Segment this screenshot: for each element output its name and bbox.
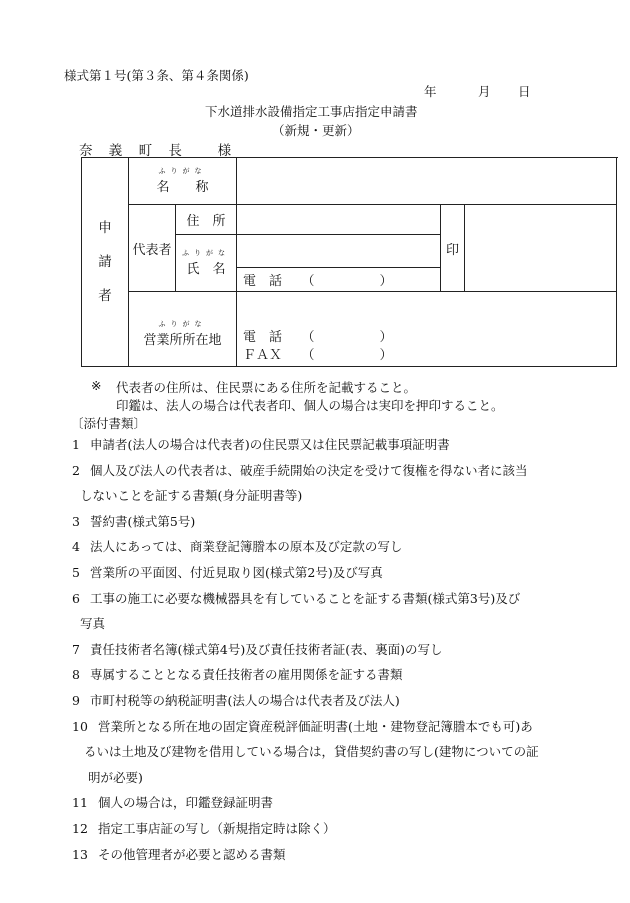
item-number: 12 <box>72 820 88 836</box>
seal-cell <box>441 205 465 292</box>
item-text: 工事の施工に必要な機械器具を有していることを証する書類(様式第3号)及び <box>90 590 521 606</box>
company-name-furigana: ふりがな <box>158 167 207 175</box>
attachments-heading: 〔添付書類〕 <box>71 416 147 431</box>
list-item <box>72 586 617 637</box>
item-text: その他管理者が必要と認める書類 <box>98 846 286 862</box>
item-number: 10 <box>72 718 88 734</box>
list-item <box>72 560 617 586</box>
address-label-cell <box>176 205 237 235</box>
list-item <box>72 714 617 791</box>
date-year-label: 年 <box>424 84 437 99</box>
rep-name-field[interactable] <box>237 235 441 268</box>
document-title: 下水道排水設備指定工事店指定申請書 <box>205 104 418 119</box>
list-item <box>72 534 617 560</box>
list-item <box>72 662 617 688</box>
office-contact-cell[interactable] <box>237 292 617 367</box>
item-number: 6 <box>72 590 80 606</box>
applicant-char-3: 者 <box>98 288 112 304</box>
item-text: 個人の場合は，印鑑登録証明書 <box>98 795 274 811</box>
item-text-continued: 写真 <box>80 616 106 632</box>
date-month-label: 月 <box>478 84 491 99</box>
item-text: 申請者(法人の場合は代表者)の住民票又は住民票記載事項証明書 <box>90 437 450 452</box>
item-number: 2 <box>72 462 80 478</box>
office-fax-label: ＦＡＸ （ ） <box>243 348 393 363</box>
item-number: 7 <box>72 641 80 657</box>
item-number: 13 <box>72 846 88 862</box>
application-table <box>81 157 617 367</box>
list-item <box>72 790 617 816</box>
item-text: 責任技術者名簿(様式第4号)及び責任技術者証(表、裏面)の写し <box>90 641 443 657</box>
addressee: 奈 義 町 長 様 <box>79 143 238 159</box>
representative-label-cell <box>129 205 176 292</box>
list-item <box>72 842 617 868</box>
representative-label: 代表者 <box>132 242 172 258</box>
note-mark: ※ <box>91 378 102 393</box>
list-item <box>72 688 617 714</box>
item-number: 3 <box>72 513 80 529</box>
company-name-label-cell <box>129 158 237 205</box>
item-text: 指定工事店証の写し（新規指定時は除く） <box>98 820 336 836</box>
document-subtitle: （新規・更新） <box>272 123 360 138</box>
address-field[interactable] <box>237 205 441 235</box>
applicant-char-1: 申 <box>98 220 112 236</box>
list-item <box>72 432 617 458</box>
list-item <box>72 509 617 535</box>
item-text-continued: るいは土地及び建物を借用している場合は，貸借契約書の写し(建物についての証 <box>84 744 539 760</box>
item-number: 5 <box>72 564 80 580</box>
item-text-continued: 明が必要) <box>88 769 143 785</box>
list-item <box>72 458 617 509</box>
applicant-char-2: 請 <box>98 254 112 270</box>
company-name-label: 名 称 <box>156 180 209 195</box>
item-text: 専属することとなる責任技術者の雇用関係を証する書類 <box>90 667 403 683</box>
attachments-list <box>72 432 617 867</box>
list-item <box>72 816 617 842</box>
item-number: 1 <box>72 437 80 452</box>
rep-name-furigana: ふりがな <box>182 249 230 257</box>
item-text: 営業所となる所在地の固定資産税評価証明書(土地・建物登記簿謄本でも可)あ <box>98 718 533 734</box>
item-text: 営業所の平面図、付近見取り図(様式第2号)及び写真 <box>90 564 383 580</box>
address-label: 住 所 <box>186 214 226 229</box>
office-phone-label: 電 話 （ ） <box>243 330 393 345</box>
rep-phone-label: 電 話 （ ） <box>243 274 393 289</box>
item-text: 市町村税等の納税証明書(法人の場合は代表者及び法人) <box>90 692 400 708</box>
rep-name-label-cell <box>176 235 237 292</box>
office-furigana: ふりがな <box>158 320 207 328</box>
company-name-field[interactable] <box>237 158 617 205</box>
item-text: 誓約書(様式第5号) <box>90 513 196 529</box>
office-label-cell <box>129 292 237 367</box>
item-text: 法人にあっては、商業登記簿謄本の原本及び定款の写し <box>90 539 403 555</box>
office-label: 営業所所在地 <box>143 333 222 348</box>
note-seal: 印鑑は、法人の場合は代表者印、個人の場合は実印を押印すること。 <box>116 398 504 413</box>
item-number: 8 <box>72 667 80 683</box>
rep-phone-cell[interactable] <box>237 268 441 292</box>
rep-name-label: 氏 名 <box>186 262 226 277</box>
item-number: 11 <box>72 795 88 811</box>
seal-field[interactable] <box>465 205 617 292</box>
applicant-label-cell <box>82 158 129 367</box>
item-text-continued: しないことを証する書類(身分証明書等) <box>80 488 303 504</box>
item-text: 個人及び法人の代表者は、破産手続開始の決定を受けて復権を得ない者に該当 <box>90 462 528 478</box>
item-number: 9 <box>72 692 80 708</box>
item-number: 4 <box>72 539 80 555</box>
list-item <box>72 637 617 663</box>
date-day-label: 日 <box>518 84 531 99</box>
form-number: 様式第１号(第３条、第４条関係) <box>64 68 249 83</box>
seal-label: 印 <box>446 242 460 258</box>
note-address: 代表者の住所は、住民票にある住所を記載すること。 <box>116 380 417 395</box>
